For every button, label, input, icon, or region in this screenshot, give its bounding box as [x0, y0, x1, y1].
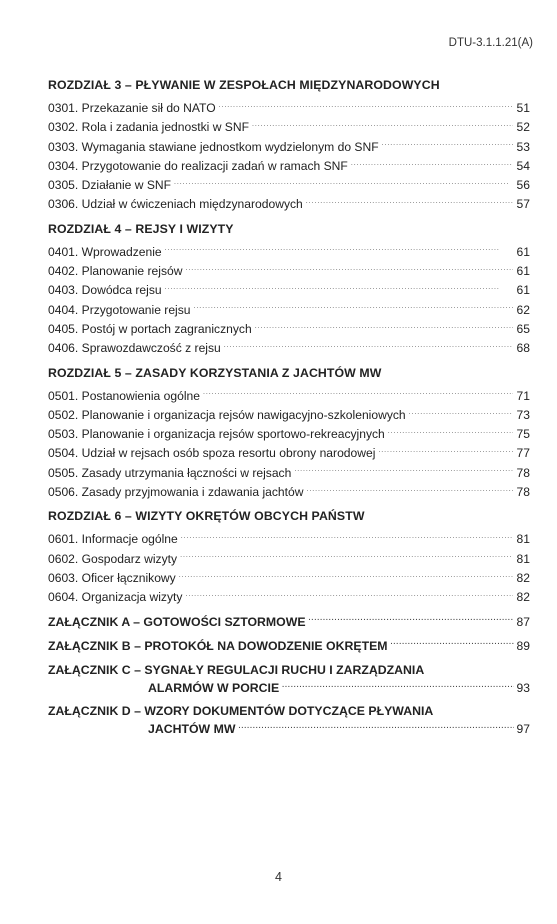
dot-leader [181, 531, 513, 543]
dot-leader [165, 282, 513, 294]
dot-leader [382, 139, 513, 151]
annex-page: 93 [516, 680, 530, 695]
page-number: 4 [275, 870, 282, 884]
toc-entry[interactable] [48, 588, 530, 607]
dot-leader [179, 570, 513, 582]
dot-leader [378, 445, 513, 457]
dot-leader [351, 158, 513, 170]
toc-entry-title: 0306. Udział w ćwiczeniach międzynarodowych [48, 197, 303, 212]
table-of-contents [48, 75, 530, 738]
annex-title: ZAŁĄCZNIK A – GOTOWOŚCI SZTORMOWE [48, 614, 306, 629]
toc-entry-title: 0402. Planowanie rejsów [48, 264, 183, 279]
dot-leader [219, 100, 513, 112]
toc-entry[interactable] [48, 195, 530, 214]
annex-page: 97 [516, 721, 530, 736]
dot-leader [224, 340, 513, 352]
toc-entry[interactable] [48, 387, 530, 406]
toc-entry-page: 65 [516, 321, 530, 336]
dot-leader [185, 263, 513, 275]
toc-entry-page: 82 [516, 590, 530, 605]
toc-entry-page: 77 [516, 446, 530, 461]
dot-leader [180, 551, 513, 563]
toc-entry-title: 0303. Wymagania stawiane jednostkom wydzielonym do SNF [48, 139, 379, 154]
toc-entry[interactable] [48, 550, 530, 569]
toc-entry[interactable] [48, 406, 530, 425]
annex-title-line2: ALARMÓW W PORCIE [148, 680, 280, 695]
toc-entry-page: 54 [516, 158, 530, 173]
document-code: DTU-3.1.1.21(A) [448, 37, 533, 49]
toc-entry-title: 0403. Dowódca rejsu [48, 283, 162, 298]
toc-entry[interactable] [48, 339, 530, 358]
toc-entry-page: 56 [516, 178, 530, 193]
toc-entry-title: 0604. Organizacja wizyty [48, 590, 183, 605]
dot-leader [255, 321, 513, 333]
toc-entry-title: 0502. Planowanie i organizacja rejsów nawigacyjno-szkoleniowych [48, 407, 406, 422]
chapter-heading[interactable]: ROZDZIAŁ 5 – ZASADY KORZYSTANIA Z JACHTÓW MW [48, 365, 382, 380]
annex-page: 89 [516, 638, 530, 653]
chapter-heading[interactable]: ROZDZIAŁ 3 – PŁYWANIE W ZESPOŁACH MIĘDZYNARODOWYCH [48, 78, 440, 92]
dot-leader [185, 589, 513, 601]
toc-entry-page: 81 [516, 532, 530, 547]
toc-entry-title: 0405. Postój w portach zagranicznych [48, 321, 252, 336]
toc-entry-title: 0602. Gospodarz wizyty [48, 551, 178, 566]
toc-entry-page: 53 [516, 139, 530, 154]
annex-title-line1: ZAŁĄCZNIK C – SYGNAŁY REGULACJI RUCHU I ZARZĄDZANIA [48, 662, 425, 677]
dot-leader [306, 484, 513, 496]
toc-entry-page: 61 [516, 244, 530, 259]
dot-leader [203, 388, 513, 400]
toc-entry[interactable] [48, 569, 530, 588]
toc-entry-page: 61 [516, 283, 530, 298]
annex-title-line2-row [48, 720, 530, 738]
dot-leader [391, 638, 514, 650]
toc-entry-title: 0503. Planowanie i organizacja rejsów sportowo-rekreacyjnych [48, 427, 385, 442]
toc-entry-title: 0304. Przygotowanie do realizacji zadań w ramach SNF [48, 158, 348, 173]
toc-entry[interactable] [48, 138, 530, 157]
toc-entry-title: 0401. Wprowadzenie [48, 244, 162, 259]
toc-entry-page: 75 [516, 427, 530, 442]
toc-entry-title: 0404. Przygotowanie rejsu [48, 302, 191, 317]
toc-entry-title: 0505. Zasady utrzymania łączności w rejsach [48, 465, 292, 480]
dot-leader [309, 614, 514, 626]
toc-entry[interactable] [48, 118, 530, 137]
dot-leader [282, 680, 513, 692]
toc-entry[interactable] [48, 262, 530, 281]
dot-leader [252, 119, 513, 131]
annex-entry[interactable] [48, 703, 530, 738]
dot-leader [306, 196, 513, 208]
dot-leader [165, 244, 513, 256]
toc-entry-page: 73 [516, 407, 530, 422]
toc-entry[interactable] [48, 301, 530, 320]
toc-entry-title: 0302. Rola i zadania jednostki w SNF [48, 120, 249, 135]
toc-entry-title: 0305. Działanie w SNF [48, 178, 172, 193]
chapter-heading[interactable]: ROZDZIAŁ 4 – REJSY I WIZYTY [48, 221, 234, 236]
toc-entry-title: 0506. Zasady przyjmowania i zdawania jachtów [48, 485, 304, 500]
toc-entry[interactable] [48, 99, 530, 118]
toc-entry[interactable] [48, 281, 530, 300]
toc-entry[interactable] [48, 320, 530, 339]
toc-entry[interactable] [48, 243, 530, 262]
toc-entry-title: 0501. Postanowienia ogólne [48, 388, 200, 403]
toc-entry-page: 52 [516, 120, 530, 135]
toc-entry[interactable] [48, 444, 530, 463]
annex-entry[interactable] [48, 636, 530, 656]
toc-entry[interactable] [48, 530, 530, 549]
dot-leader [388, 426, 513, 438]
annex-page: 87 [516, 614, 530, 629]
toc-entry-page: 61 [516, 264, 530, 279]
toc-entry-page: 51 [516, 101, 530, 115]
toc-entry[interactable] [48, 464, 530, 483]
toc-entry[interactable] [48, 176, 530, 195]
toc-entry-page: 81 [516, 551, 530, 566]
toc-entry-title: 0601. Informacje ogólne [48, 532, 178, 547]
toc-entry-page: 71 [516, 388, 530, 403]
toc-entry-page: 57 [516, 197, 530, 212]
chapter-heading[interactable]: ROZDZIAŁ 6 – WIZYTY OKRĘTÓW OBCYCH PAŃSTW [48, 509, 365, 524]
dot-leader [194, 302, 513, 314]
toc-entry[interactable] [48, 157, 530, 176]
toc-entry-page: 68 [516, 341, 530, 356]
toc-entry[interactable] [48, 425, 530, 444]
toc-entry-page: 78 [516, 485, 530, 500]
toc-entry-page: 78 [516, 465, 530, 480]
dot-leader [238, 721, 513, 733]
annex-title-line2-row [48, 679, 530, 697]
toc-entry-page: 62 [516, 302, 530, 317]
annex-entry[interactable] [48, 612, 530, 632]
annex-title-line1: ZAŁĄCZNIK D – WZORY DOKUMENTÓW DOTYCZĄCE PŁYWANIA [48, 703, 434, 718]
dot-leader [409, 407, 513, 419]
toc-entry-title: 0301. Przekazanie sił do NATO [48, 101, 216, 115]
annex-entry[interactable] [48, 662, 530, 697]
toc-entry-title: 0603. Oficer łącznikowy [48, 570, 176, 585]
toc-entry[interactable] [48, 483, 530, 502]
annex-title-line2: JACHTÓW MW [148, 721, 236, 736]
dot-leader [174, 177, 513, 189]
dot-leader [294, 465, 513, 477]
toc-entry-title: 0504. Udział w rejsach osób spoza resortu obrony narodowej [48, 446, 376, 461]
toc-entry-title: 0406. Sprawozdawczość z rejsu [48, 341, 221, 356]
toc-entry-page: 82 [516, 570, 530, 585]
annex-title: ZAŁĄCZNIK B – PROTOKÓŁ NA DOWODZENIE OKRĘTEM [48, 638, 388, 653]
